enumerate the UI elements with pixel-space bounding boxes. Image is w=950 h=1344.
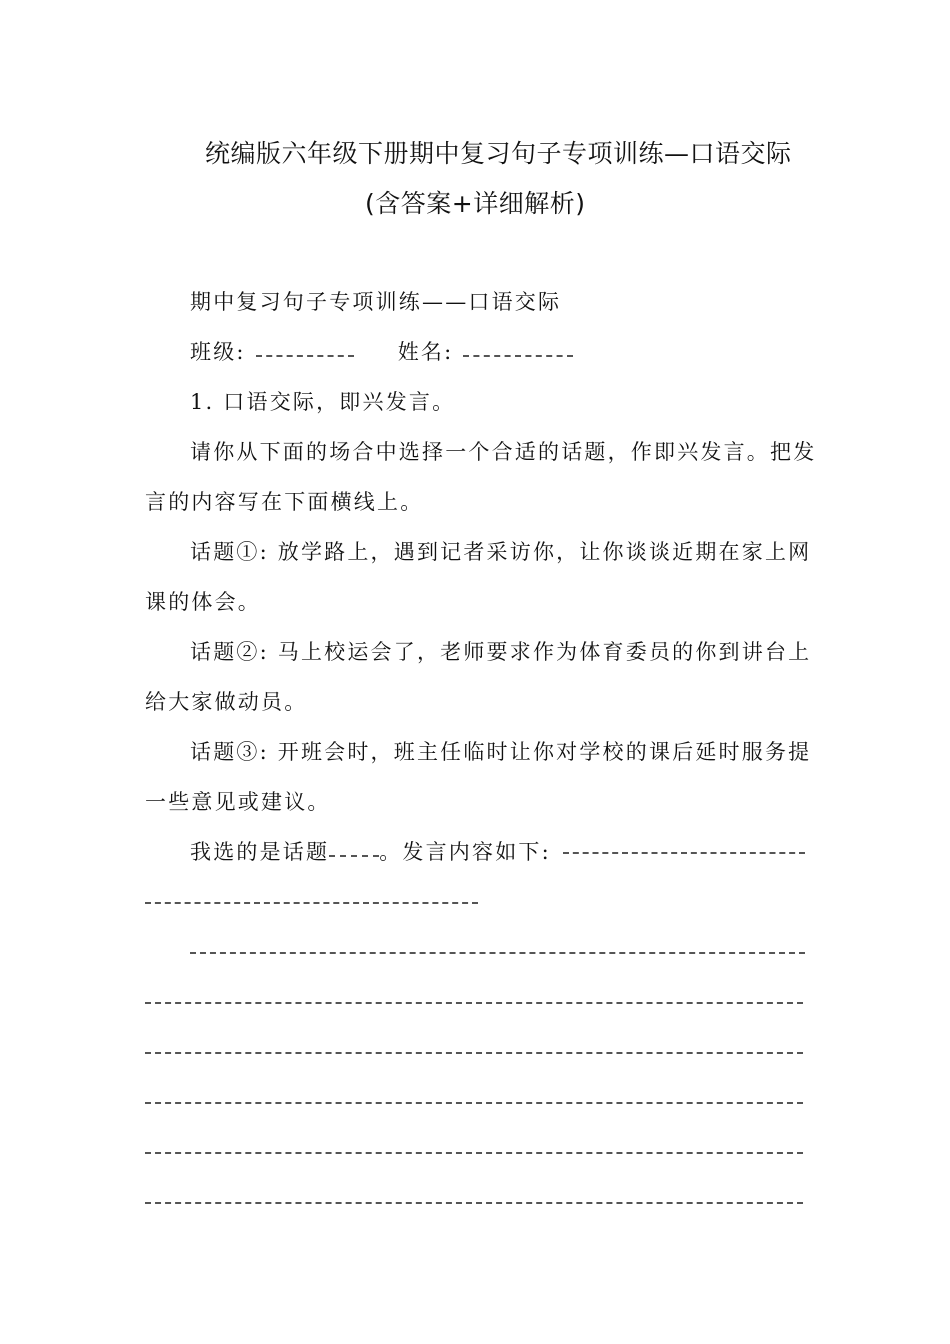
topic-3-line-2: 一些意见或建议。 [145, 790, 331, 814]
name-label: 姓名: [397, 340, 454, 364]
answer-blank-line-4[interactable] [145, 1002, 803, 1004]
worksheet-subtitle: 期中复习句子专项训练——口语交际 [190, 290, 562, 314]
answer-blank-line-1[interactable] [563, 852, 805, 854]
name-blank[interactable] [463, 341, 573, 357]
answer-blank-line-5[interactable] [145, 1052, 803, 1054]
question-title: 1. 口语交际，即兴发言。 [190, 390, 456, 414]
topic-2-line-2: 给大家做动员。 [145, 690, 308, 714]
answer-blank-line-2[interactable] [145, 902, 478, 904]
topic-2-line-1: 话题②: 马上校运会了，老师要求作为体育委员的你到讲台上 [190, 640, 812, 664]
class-label: 班级: [190, 340, 246, 364]
instruction-line-1: 请你从下面的场合中选择一个合适的话题，作即兴发言。把发 [190, 440, 817, 464]
topic-1-line-2: 课的体会。 [145, 590, 261, 614]
class-blank[interactable] [256, 341, 354, 357]
document-title-line-1: 统编版六年级下册期中复习句子专项训练—口语交际 [205, 139, 792, 168]
answer-intro-row [190, 838, 551, 866]
topic-choice-blank[interactable] [329, 841, 379, 857]
topic-1-line-1: 话题①: 放学路上，遇到记者采访你，让你谈谈近期在家上网 [190, 540, 812, 564]
instruction-line-2: 言的内容写在下面横线上。 [145, 490, 424, 514]
answer-blank-line-8[interactable] [145, 1202, 803, 1204]
class-name-row [190, 338, 573, 366]
answer-blank-line-7[interactable] [145, 1152, 803, 1154]
document-title-line-2: (含答案+详细解析) [365, 189, 586, 218]
answer-blank-line-3[interactable] [190, 952, 805, 954]
answer-middle: 。发言内容如下: [379, 840, 551, 864]
answer-prefix: 我选的是话题 [190, 840, 330, 864]
answer-blank-line-6[interactable] [145, 1102, 803, 1104]
topic-3-line-1: 话题③: 开班会时，班主任临时让你对学校的课后延时服务提 [190, 740, 812, 764]
